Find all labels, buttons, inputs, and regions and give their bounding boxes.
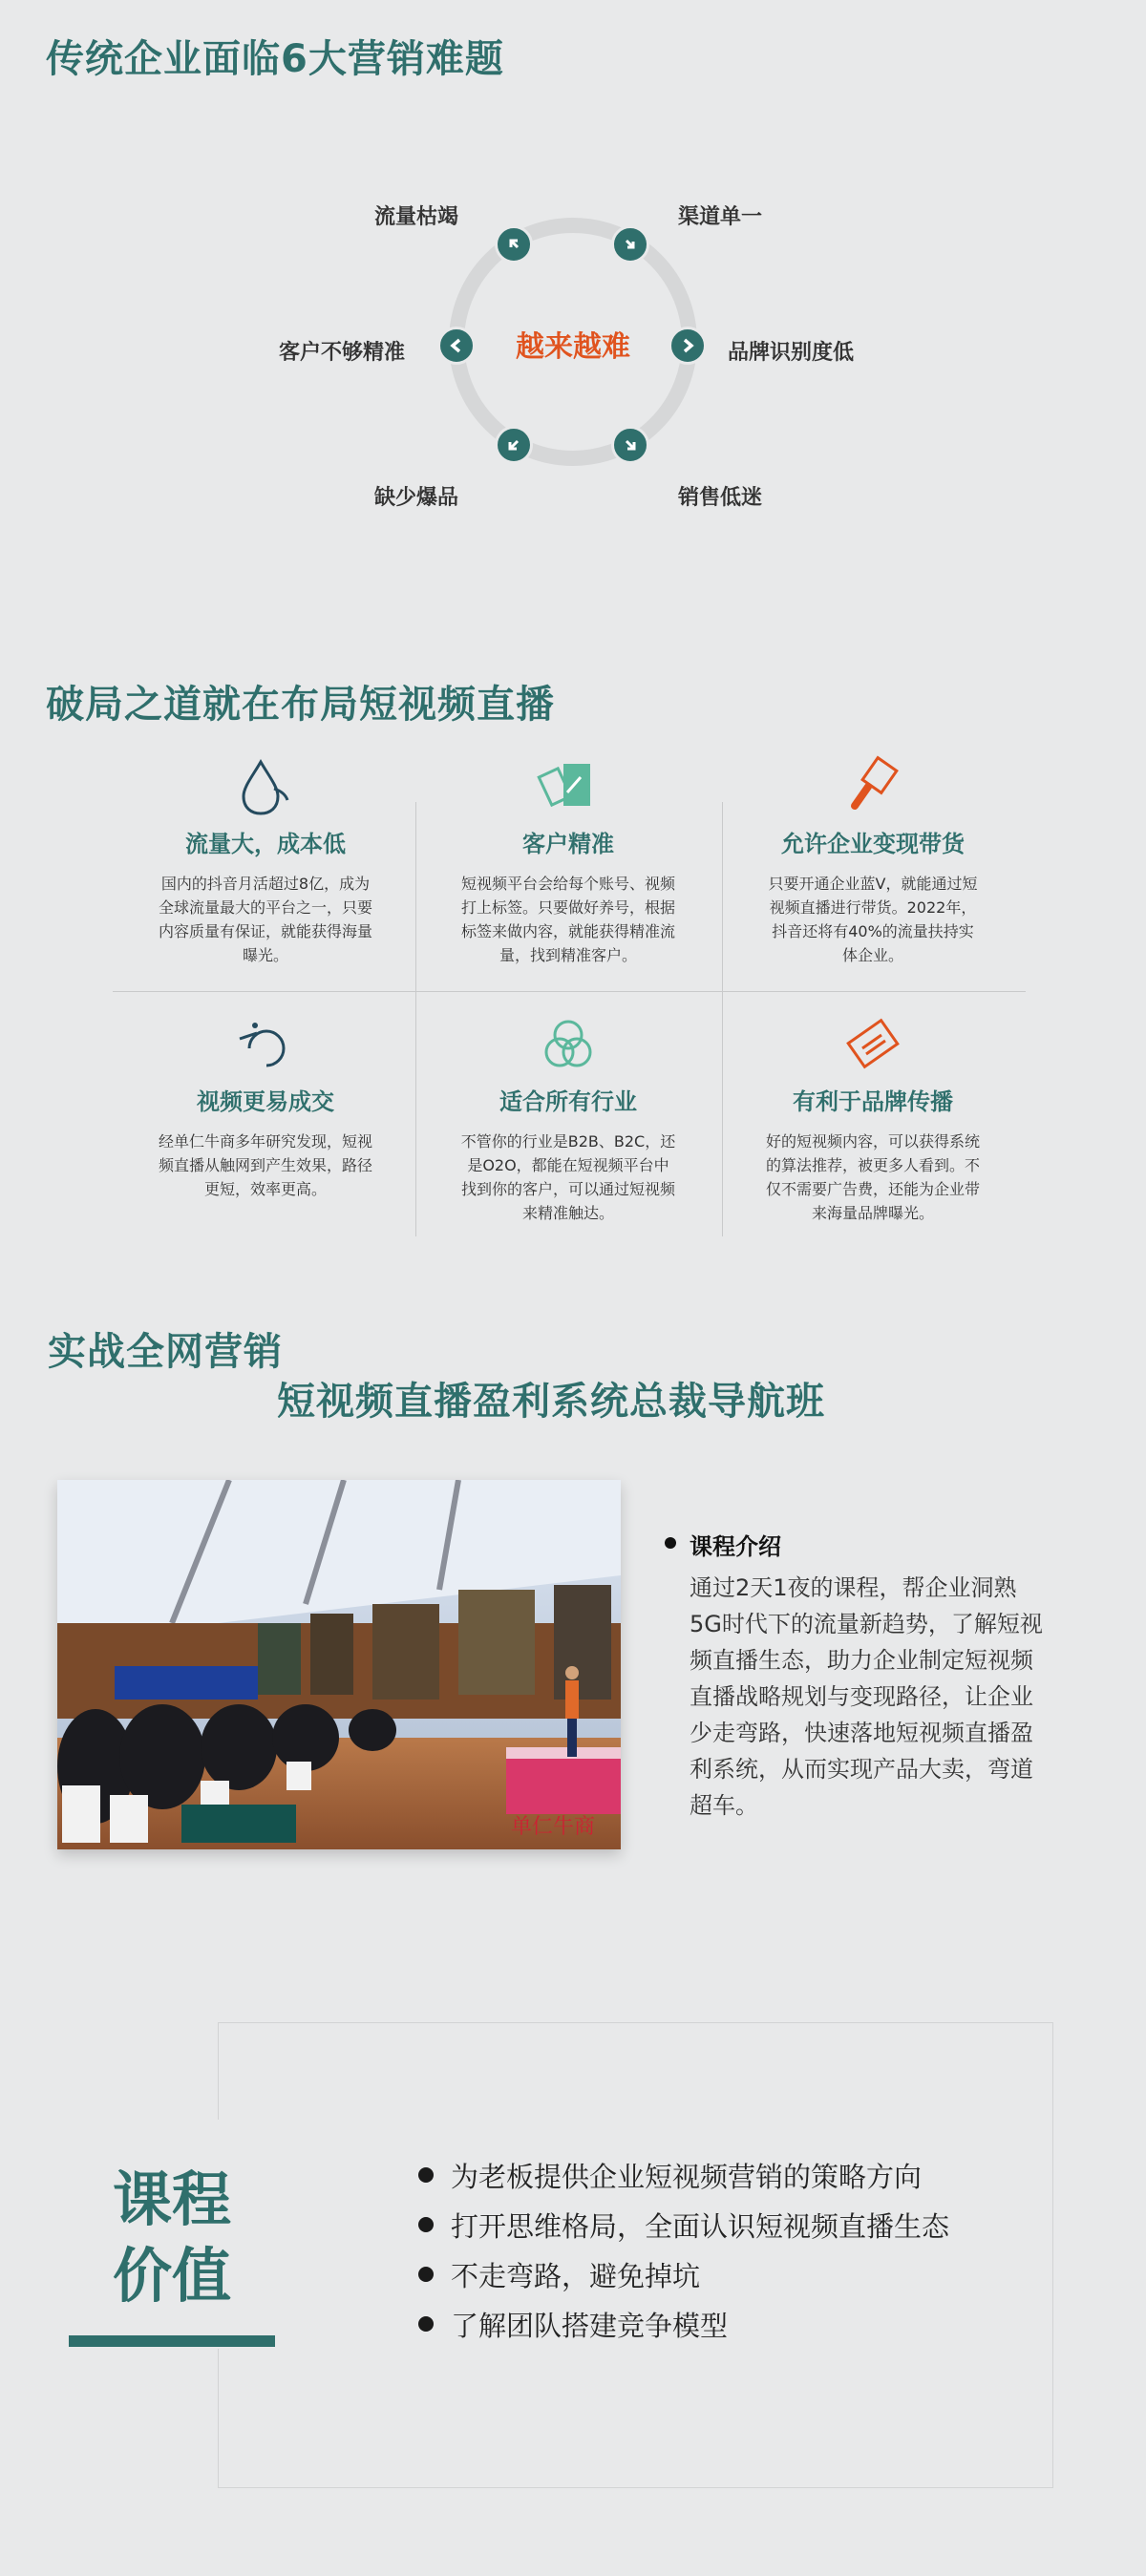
- feature-card-2: [425, 754, 711, 967]
- feature-card-3: [730, 754, 1016, 967]
- value-title-block: [57, 2120, 286, 2349]
- arrow-down-left-icon: [495, 426, 533, 464]
- center-label: 越来越难: [516, 330, 630, 364]
- feature-desc: 国内的抖音月活超过8亿，成为 全球流量最大的平台之一，只要 内容质量有保证，就能获得海量 曝光。: [158, 875, 372, 964]
- semicircle-icon: [232, 1012, 299, 1079]
- value-list: [418, 2150, 949, 2349]
- feature-title: 允许企业变现带货: [781, 831, 965, 857]
- intro-title: 课程介绍: [690, 1533, 781, 1560]
- problem-top-left: 流量枯竭: [374, 205, 459, 229]
- bullet-dot: [418, 2167, 434, 2183]
- problem-right: 品牌识别度低: [728, 341, 855, 365]
- section2-title: 破局之道就在布局短视频直播: [46, 683, 555, 727]
- grid-divider-vertical-1: [415, 802, 416, 1236]
- circles-icon: [535, 1012, 602, 1079]
- value-item: 不走弯路，避免掉坑: [418, 2249, 949, 2299]
- grid-divider-horizontal: [113, 991, 1026, 992]
- feature-title: 有利于品牌传播: [793, 1088, 953, 1115]
- intro-text: 通过2天1夜的课程，帮企业洞熟 5G时代下的流量新趋势，了解短视 频直播生态，助力企业制定短视频 直播战略规划与变现路径，让企业 少走弯路，快速落地短视频直播盈 利系统，从而实现产品大卖，弯道 超车。: [690, 1574, 1043, 1819]
- chevron-left-icon: [437, 327, 476, 365]
- bullet-dot: [665, 1537, 676, 1549]
- value-title-underline: [69, 2335, 275, 2347]
- chevron-right-icon: [668, 327, 707, 365]
- feature-card-6: [730, 1012, 1016, 1225]
- problem-left: 客户不够精准: [279, 341, 406, 365]
- feature-card-5: [425, 1012, 711, 1225]
- feature-card-1: [122, 754, 409, 967]
- tags-icon: [535, 754, 602, 821]
- feature-desc: 短视频平台会给每个账号、视频 打上标签。只要做好养号，根据 标签来做内容，就能获得精准流 量，找到精准客户。: [460, 875, 675, 964]
- ticket-icon: [839, 1012, 906, 1079]
- feature-desc: 不管你的行业是B2B、B2C，还 是O2O，都能在短视频平台中 找到你的客户，可以通过短视频 来精准触达。: [460, 1132, 676, 1222]
- problem-top-right: 渠道单一: [678, 205, 763, 229]
- feature-title: 客户精准: [522, 831, 614, 857]
- feature-desc: 只要开通企业蓝V，就能通过短 视频直播进行带货。2022年， 抖音还将有40%的流量扶持实 体企业。: [768, 875, 978, 964]
- section3-title-line1: 实战全网营销: [48, 1330, 283, 1374]
- value-item: 打开思维格局，全面认识短视频直播生态: [418, 2200, 949, 2249]
- bullet-dot: [418, 2267, 434, 2282]
- section1-title: 传统企业面临6大营销难题: [46, 37, 504, 81]
- value-title-line2: 价值: [112, 2241, 231, 2311]
- water-drop-icon: [232, 754, 299, 821]
- feature-card-4: [122, 1012, 409, 1201]
- value-item: 了解团队搭建竞争模型: [418, 2299, 949, 2349]
- feature-title: 适合所有行业: [499, 1088, 637, 1115]
- bullet-dot: [418, 2316, 434, 2332]
- arrow-down-right-icon: [611, 225, 649, 264]
- seminar-photo: [57, 1480, 621, 1849]
- feature-title: 视频更易成交: [197, 1088, 334, 1115]
- brush-icon: [839, 754, 906, 821]
- arrow-up-right-icon: [611, 426, 649, 464]
- feature-desc: 经单仁牛商多年研究发现，短视 频直播从触网到产生效果，路径 更短，效率更高。: [158, 1132, 372, 1198]
- problem-bottom-right: 销售低迷: [678, 486, 763, 510]
- grid-divider-vertical-2: [722, 802, 723, 1236]
- problem-bottom-left: 缺少爆品: [374, 486, 459, 510]
- arrow-up-left-icon: [495, 225, 533, 264]
- value-item: 为老板提供企业短视频营销的策略方向: [418, 2150, 949, 2200]
- value-title-line1: 课程: [112, 2164, 231, 2234]
- feature-title: 流量大，成本低: [185, 831, 346, 857]
- bullet-dot: [418, 2217, 434, 2232]
- feature-desc: 好的短视频内容，可以获得系统 的算法推荐，被更多人看到。不 仅不需要广告费，还能为企业带 来海量品牌曝光。: [765, 1132, 980, 1222]
- section3-title-line2: 短视频直播盈利系统总裁导航班: [277, 1380, 825, 1424]
- photo-watermark: 单仁牛商: [511, 1814, 596, 1838]
